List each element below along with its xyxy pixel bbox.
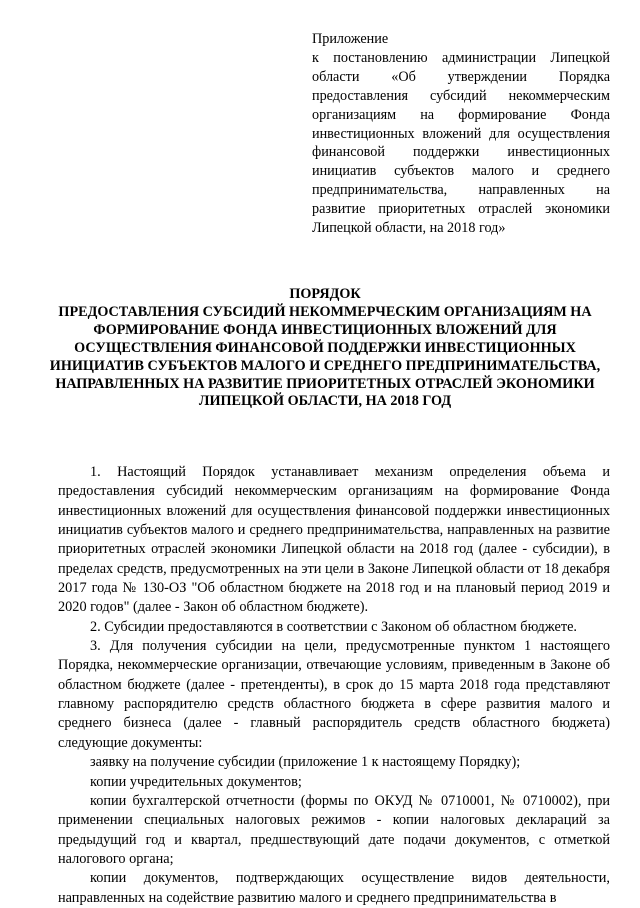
list-item-application: заявку на получение субсидии (приложение 1 к настоящему Порядку); <box>90 754 521 771</box>
appendix-note <box>312 30 610 238</box>
list-item-founding-docs: копии учредительных документов; <box>90 773 302 790</box>
paragraph-3: 3. Для получения субсидии на цели, предусмотренные пунктом 1 настоящего Порядка, некоммерческие организации, отвечающие условиям, приведенным в Законе об областном бюджете (далее - претенденты), в срок до 15 марта 2018 года представляют главному распорядителю средств областного бюджета в сфере развития малого и среднего бизнеса (далее - главный распорядитель средств областного бюджета) следующие документы: <box>58 638 610 751</box>
appendix-label: Приложение <box>312 31 389 47</box>
paragraph-2: 2. Субсидии предоставляются в соответствии с Законом об областном бюджете. <box>90 618 578 635</box>
list-item-accounting: копии бухгалтерской отчетности (формы по ОКУД № 0710001, № 0710002), при применении специальных налоговых режимов - копии налоговых деклараций за предыдущий год и квартал, предшествующий дате подачи документов, с отметкой налогового органа; <box>58 792 610 867</box>
document-body <box>58 463 610 908</box>
title-heading: ПОРЯДОК <box>289 286 361 302</box>
list-item-activity-docs: копии документов, подтверждающих осуществление видов деятельности, направленных на содействие развитию малого и среднего предпринимательства в <box>58 870 610 906</box>
document-title <box>40 286 610 411</box>
paragraph-1: 1. Настоящий Порядок устанавливает механизм определения объема и предоставления субсидий некоммерческим организациям на формирование Фонда инвестиционных вложений для осуществления финансовой поддержки инвестиционных инициатив субъектов малого и среднего предпринимательства, направленных на развитие приоритетных отраслей экономики Липецкой области на 2018 год (далее - субсидии), в пределах средств, предусмотренных на эти цели в Законе Липецкой области от 18 декабря 2017 года № 130-ОЗ "Об областном бюджете на 2018 год и на плановый период 2019 и 2020 годов" (далее - Закон об областном бюджете). <box>58 464 610 616</box>
appendix-text: к постановлению администрации Липецкой области «Об утверждении Порядка предоставления субсидий некоммерческим организациям на формирование Фонда инвестиционных вложений для осуществления финансовой поддержки инвестиционных инициатив субъектов малого и среднего предпринимательства, направленных на развитие приоритетных отраслей экономики Липецкой области, на 2018 год» <box>312 49 610 237</box>
title-subheading: ПРЕДОСТАВЛЕНИЯ СУБСИДИЙ НЕКОММЕРЧЕСКИМ ОРГАНИЗАЦИЯМ НА ФОРМИРОВАНИЕ ФОНДА ИНВЕСТИЦИОННЫХ ВЛОЖЕНИЙ ДЛЯ ОСУЩЕСТВЛЕНИЯ ФИНАНСОВОЙ ПОДДЕРЖКИ ИНВЕСТИЦИОННЫХ ИНИЦИАТИВ СУБЪЕКТОВ МАЛОГО И СРЕДНЕГО ПРЕДПРИНИМАТЕЛЬСТВА, НАПРАВЛЕННЫХ НА РАЗВИТИЕ ПРИОРИТЕТНЫХ ОТРАСЛЕЙ ЭКОНОМИКИ ЛИПЕЦКОЙ ОБЛАСТИ, НА 2018 ГОД <box>49 303 601 410</box>
